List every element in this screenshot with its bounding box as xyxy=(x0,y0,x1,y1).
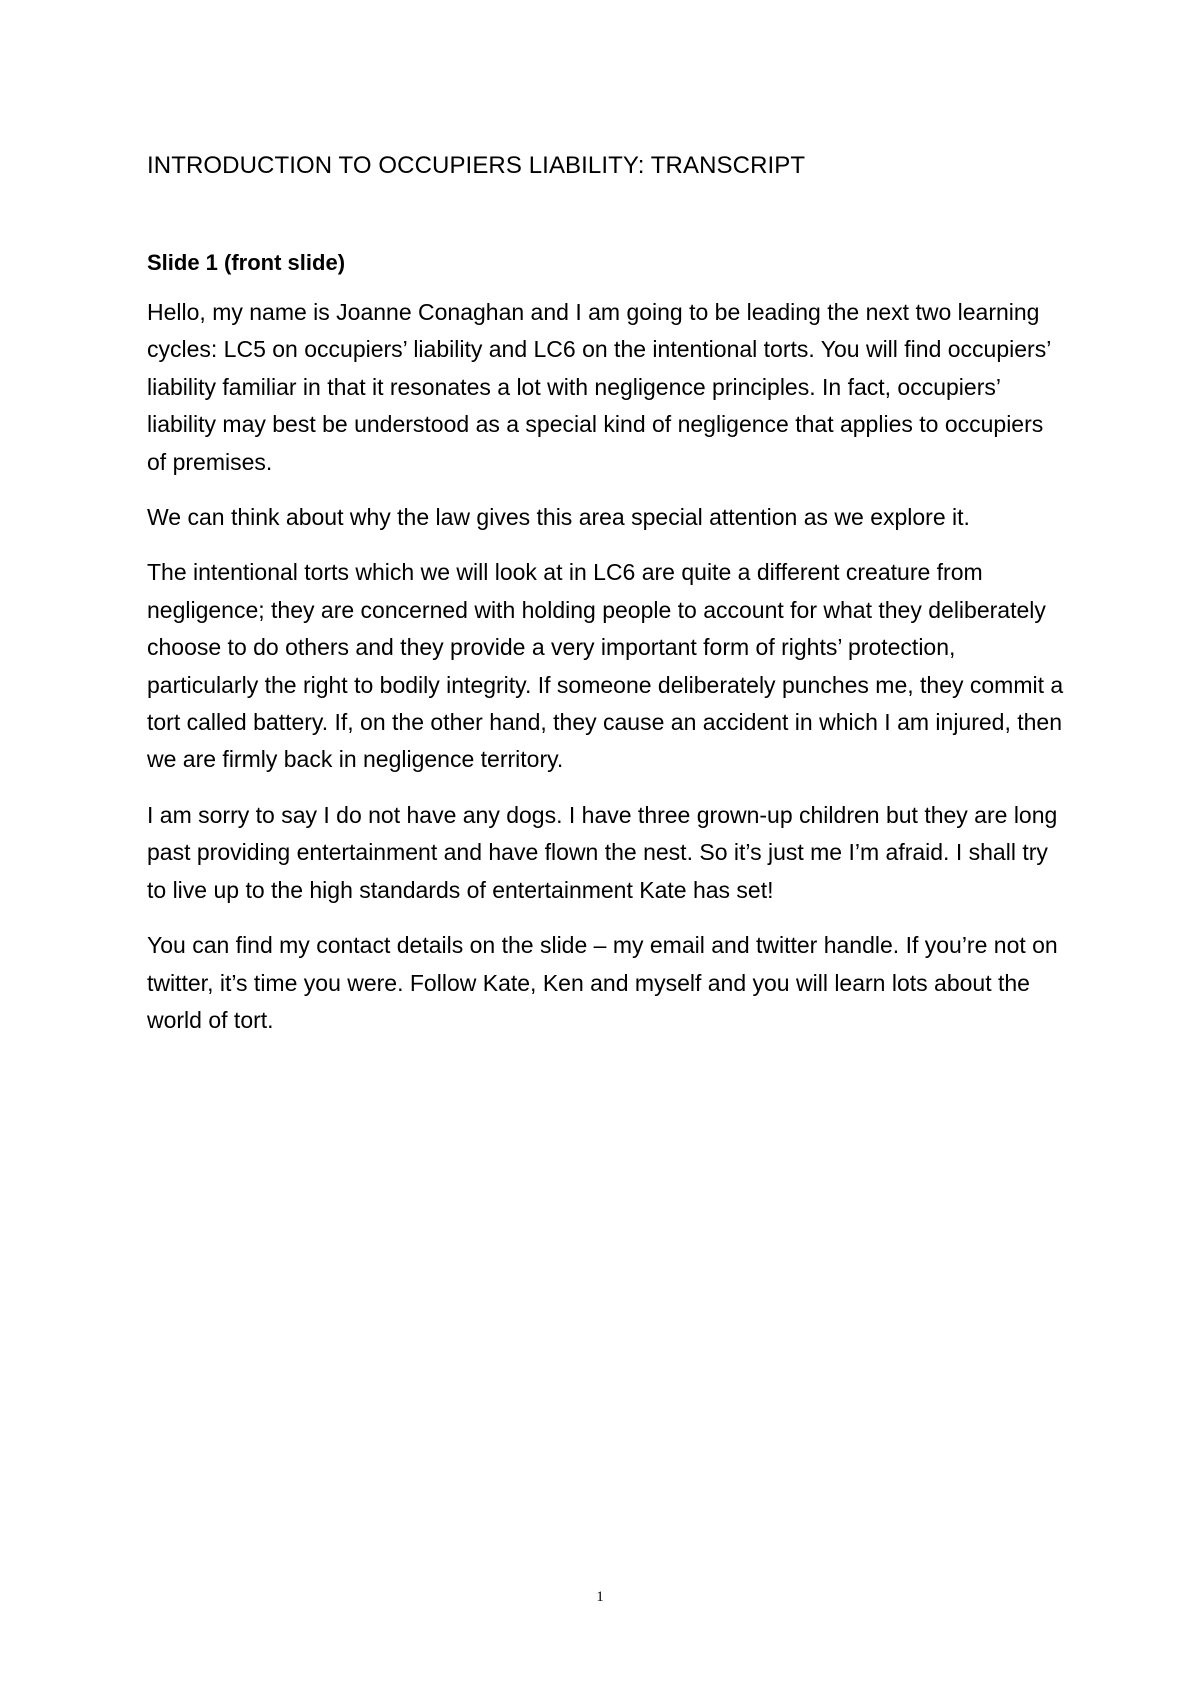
paragraph-introduction: Hello, my name is Joanne Conaghan and I am going to be leading the next two learning cycles: LC5 on occupiers’ liability and LC6 on the intentional torts. You will find occupiers’ liability familiar in that it resonates a lot with negligence principles. In fact, occupiers’ liability may best be understood as a special kind of negligence that applies to occupiers of premises. xyxy=(147,299,1051,475)
section-heading: Slide 1 (front slide) xyxy=(147,250,346,275)
paragraph-personal-note: I am sorry to say I do not have any dogs. I have three grown-up children but they are long past providing entertainment and have flown the nest. So it’s just me I’m afraid. I shall try to live up to the high standards of entertainment Kate has set! xyxy=(147,801,1058,903)
paragraph-intentional-torts: The intentional torts which we will look at in LC6 are quite a different creature from negligence; they are concerned with holding people to account for what they deliberately choose to do others and they provide a very important form of rights’ protection, particularly the right to bodily integrity. If someone deliberately punches me, they commit a tort called battery. If, on the other hand, they cause an accident in which I am injured, then we are firmly back in negligence territory. xyxy=(147,559,1064,773)
page-content xyxy=(147,150,1067,1039)
paragraph-contact-details: You can find my contact details on the slide – my email and twitter handle. If you’re not on twitter, it’s time you were. Follow Kate, Ken and myself and you will learn lots about the world of tort. xyxy=(147,932,1058,1033)
document-title: INTRODUCTION TO OCCUPIERS LIABILITY: TRANSCRIPT xyxy=(147,152,806,179)
page-number: 1 xyxy=(596,1589,604,1605)
paragraph-special-attention: We can think about why the law gives this area special attention as we explore it. xyxy=(147,504,970,531)
